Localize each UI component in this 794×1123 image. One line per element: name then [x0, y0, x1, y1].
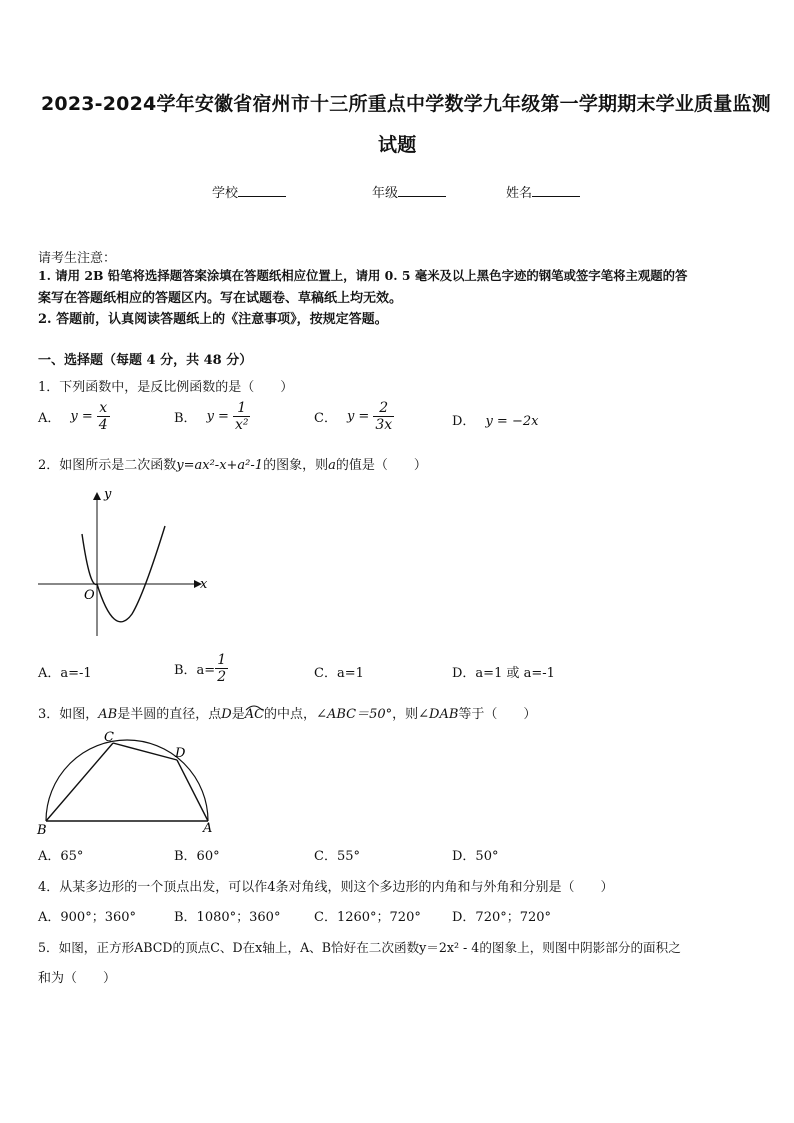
q2-fraction-b: $\frac{1}{2}$: [217, 652, 227, 685]
parabola-curve: [82, 526, 165, 622]
name-field: [506, 182, 580, 201]
segment-cd: [113, 743, 177, 760]
y-axis-arrow-icon: [93, 492, 101, 500]
point-b-label: B: [37, 823, 47, 838]
school-label: 学校: [212, 186, 239, 201]
name-label: 姓名: [506, 186, 533, 201]
page-title: 2023-2024学年安徽省宿州市十三所重点中学数学九年级第一学期期末学业质量监测: [41, 93, 771, 115]
arc-mark-icon: [245, 703, 263, 711]
q1-stem: 1．下列函数中，是反比例函数的是（ ）: [38, 380, 294, 395]
q3-option-c: C．55°: [314, 849, 360, 864]
point-a-label: A: [203, 821, 213, 836]
notice-line-1: 1. 请用 2B 铅笔将选择题答案涂填在答题纸相应位置上，请用 0. 5 毫米及以上黑色字迹的钢笔或签字笔将主观题的答: [38, 268, 688, 283]
q1-option-b: B． y = $\frac{1}{\text{x²}}$: [174, 400, 249, 433]
notice-line-3: 2. 答题前，认真阅读答题纸上的《注意事项》，按规定答题。: [38, 312, 388, 327]
q5-stem-line-1: 5．如图，正方形ABCD的顶点C、D在x轴上，A、B恰好在二次函数y＝2x² - 4的图象上，则图中阴影部分的面积之: [38, 940, 681, 955]
grade-blank: [398, 184, 446, 197]
q2-option-b: B．a= $\frac{1}{2}$: [174, 652, 227, 685]
q1-option-c: C． y = $\frac{2}{3x}$: [314, 400, 393, 433]
q2-parabola-figure: [34, 484, 214, 644]
notice-line-2: 案写在答题纸相应的答题区内。写在试题卷、草稿纸上均无效。: [38, 291, 403, 306]
q1-fraction-b: $\frac{1}{\text{x²}}$: [234, 400, 249, 433]
q2-option-a: A．a=-1: [38, 666, 92, 681]
segment-da: [177, 760, 208, 821]
page-title-continued: 试题: [378, 134, 417, 156]
q2-option-d: D．a=1 或 a=-1: [452, 666, 555, 681]
grade-field: [372, 182, 446, 201]
school-blank: [238, 184, 286, 197]
notice-heading: 请考生注意：: [38, 251, 117, 266]
school-field: [212, 182, 286, 201]
q1-option-d: D． y = −2x: [452, 414, 539, 429]
q3-option-a: A．65°: [38, 849, 84, 864]
q4-option-a: A．900°；360°: [38, 910, 137, 925]
point-c-label: C: [104, 730, 114, 745]
arc-ac: AC: [245, 707, 264, 722]
q3-stem: 3．如图，AB是半圆的直径，点D是 AC的中点，∠ABC＝50°，则∠DAB等于（ ）: [38, 703, 536, 722]
q4-stem: 4．从某多边形的一个顶点出发，可以作4条对角线，则这个多边形的内角和与外角和分别是（ ）: [38, 880, 614, 895]
q1-fraction-a: $\frac{x}{4}$: [98, 400, 108, 433]
q2-option-c: C．a=1: [314, 666, 364, 681]
q1-fraction-c: $\frac{2}{3x}$: [375, 400, 393, 433]
point-d-label: D: [175, 746, 186, 761]
grade-label: 年级: [372, 186, 399, 201]
y-axis-label: y: [104, 487, 112, 502]
q3-option-b: B．60°: [174, 849, 220, 864]
q3-option-d: D．50°: [452, 849, 499, 864]
section-heading: 一、选择题（每题 4 分，共 48 分）: [38, 353, 253, 368]
x-axis-label: x: [200, 577, 208, 592]
q3-semicircle-figure: [34, 728, 224, 838]
origin-label: O: [84, 588, 95, 603]
name-blank: [532, 184, 580, 197]
q2-stem: 2．如图所示是二次函数y=ax²-x+a²-1的图象，则a的值是（ ）: [38, 458, 427, 473]
q4-option-c: C．1260°；720°: [314, 910, 421, 925]
q1-option-a: A． y = $\frac{x}{4}$: [38, 400, 108, 433]
q4-option-d: D．720°；720°: [452, 910, 552, 925]
q5-stem-line-2: 和为（ ）: [38, 971, 117, 986]
q4-option-b: B．1080°；360°: [174, 910, 281, 925]
